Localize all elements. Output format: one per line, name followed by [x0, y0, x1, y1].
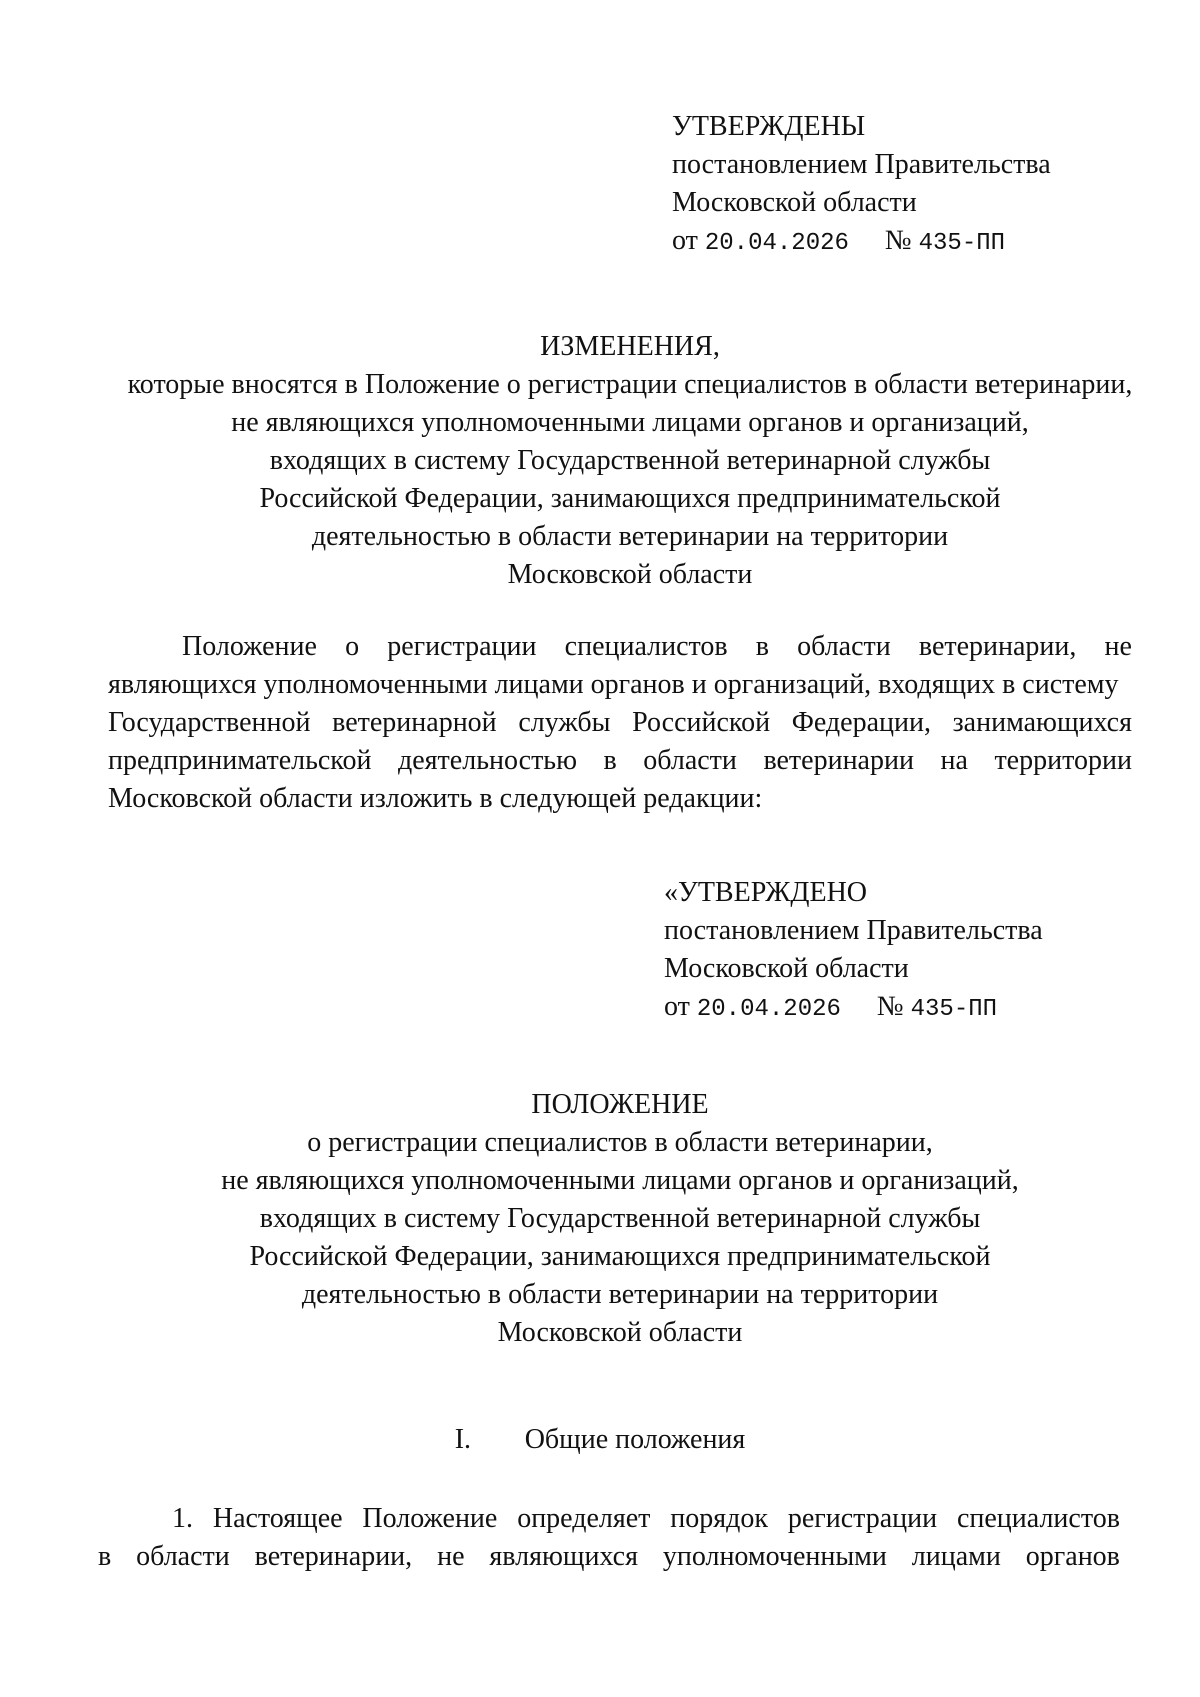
word: регистрации [387, 631, 537, 662]
word: территории [994, 745, 1132, 776]
clause-1 [98, 1500, 1120, 1576]
word: не [1104, 631, 1132, 662]
word: не [437, 1541, 465, 1572]
word: области [643, 745, 737, 776]
word: органов [1025, 1541, 1120, 1572]
paragraph-line [108, 666, 1132, 704]
section-title: Общие положения [524, 1424, 746, 1455]
approval-number: 435-ПП [918, 230, 1006, 257]
approval-number: 435-ПП [910, 996, 998, 1023]
approval-block-inner [664, 874, 1043, 1029]
regulation-subtitle-line: не являющихся уполномоченными лицами органов и организаций, [221, 1165, 1019, 1196]
word: в [603, 745, 617, 776]
changes-subtitle-line: деятельностью в области ветеринарии на территории [311, 521, 949, 552]
word: о [345, 631, 360, 662]
word: на [940, 745, 968, 776]
word: Государственной [108, 707, 311, 738]
approval-line-2: Московской области [664, 953, 909, 984]
approval-date: 20.04.2026 [704, 230, 849, 257]
changes-subtitle-line: не являющихся уполномоченными лицами органов и организаций, [231, 407, 1029, 438]
approval-heading: «УТВЕРЖДЕНО [664, 877, 868, 908]
word: ветеринарии [763, 745, 914, 776]
section-number: I. [454, 1424, 472, 1455]
section-heading [0, 1424, 1200, 1456]
regulation-subtitle-line: деятельностью в области ветеринарии на территории [301, 1279, 939, 1310]
word: службы [518, 707, 611, 738]
word: Федерации, [791, 707, 931, 738]
number-sign: № [884, 225, 912, 256]
approval-line-1: постановлением Правительства [672, 149, 1051, 180]
changes-subtitle-line: которые вносятся в Положение о регистрации специалистов в области ветеринарии, [127, 369, 1133, 400]
word: ветеринарии, [918, 631, 1077, 662]
regulation-subtitle-line: о регистрации специалистов в области ветеринарии, [307, 1127, 933, 1158]
word: предпринимательской [108, 745, 372, 776]
word: занимающихся [952, 707, 1132, 738]
approval-date-line [672, 222, 1051, 263]
word: определяет [517, 1503, 651, 1534]
regulation-subtitle-line: Московской области [497, 1317, 743, 1348]
word: лицами [911, 1541, 1001, 1572]
word: регистрации [787, 1503, 938, 1534]
regulation-title [100, 1086, 1140, 1352]
approval-date-line [664, 988, 1043, 1029]
word: Российской [632, 707, 771, 738]
word: 1. [172, 1503, 193, 1534]
word: в [755, 631, 769, 662]
changes-subtitle-line: Московской области [507, 559, 753, 590]
paragraph-line [98, 1538, 1120, 1576]
paragraph-line [108, 628, 1132, 666]
word: ветеринарии, [254, 1541, 413, 1572]
word: в [98, 1541, 112, 1572]
changes-subtitle-line: входящих в систему Государственной ветеринарной службы [269, 445, 991, 476]
regulation-heading: ПОЛОЖЕНИЕ [531, 1089, 709, 1120]
word: являющихся [489, 1541, 638, 1572]
word: порядок [670, 1503, 768, 1534]
changes-title [110, 328, 1150, 594]
word: являющихся уполномоченными лицами органов и организаций, входящих в систему [108, 669, 1119, 700]
paragraph-line [108, 704, 1132, 742]
approval-line-2: Московской области [672, 187, 917, 218]
approval-heading: УТВЕРЖДЕНЫ [672, 111, 866, 142]
intro-paragraph [108, 628, 1132, 818]
regulation-subtitle-line: Российской Федерации, занимающихся предпринимательской [249, 1241, 991, 1272]
paragraph-line [108, 742, 1132, 780]
approval-block-top [672, 108, 1051, 263]
date-prefix: от [664, 991, 690, 1022]
word: Настоящее [212, 1503, 343, 1534]
word: Положение [362, 1503, 498, 1534]
word: деятельностью [398, 745, 577, 776]
word: Положение [182, 631, 317, 662]
date-prefix: от [672, 225, 698, 256]
number-sign: № [876, 991, 904, 1022]
regulation-subtitle-line: входящих в систему Государственной ветеринарной службы [259, 1203, 981, 1234]
word: области [136, 1541, 230, 1572]
word: ветеринарной [332, 707, 497, 738]
approval-line-1: постановлением Правительства [664, 915, 1043, 946]
word: специалистов [956, 1503, 1120, 1534]
changes-subtitle-line: Российской Федерации, занимающихся предпринимательской [259, 483, 1001, 514]
approval-date: 20.04.2026 [696, 996, 841, 1023]
word: специалистов [564, 631, 728, 662]
changes-heading: ИЗМЕНЕНИЯ, [540, 331, 720, 362]
word: уполномоченными [662, 1541, 887, 1572]
paragraph-line [108, 1500, 1120, 1538]
word: области [797, 631, 891, 662]
paragraph-line-last: Московской области изложить в следующей редакции: [108, 783, 763, 814]
